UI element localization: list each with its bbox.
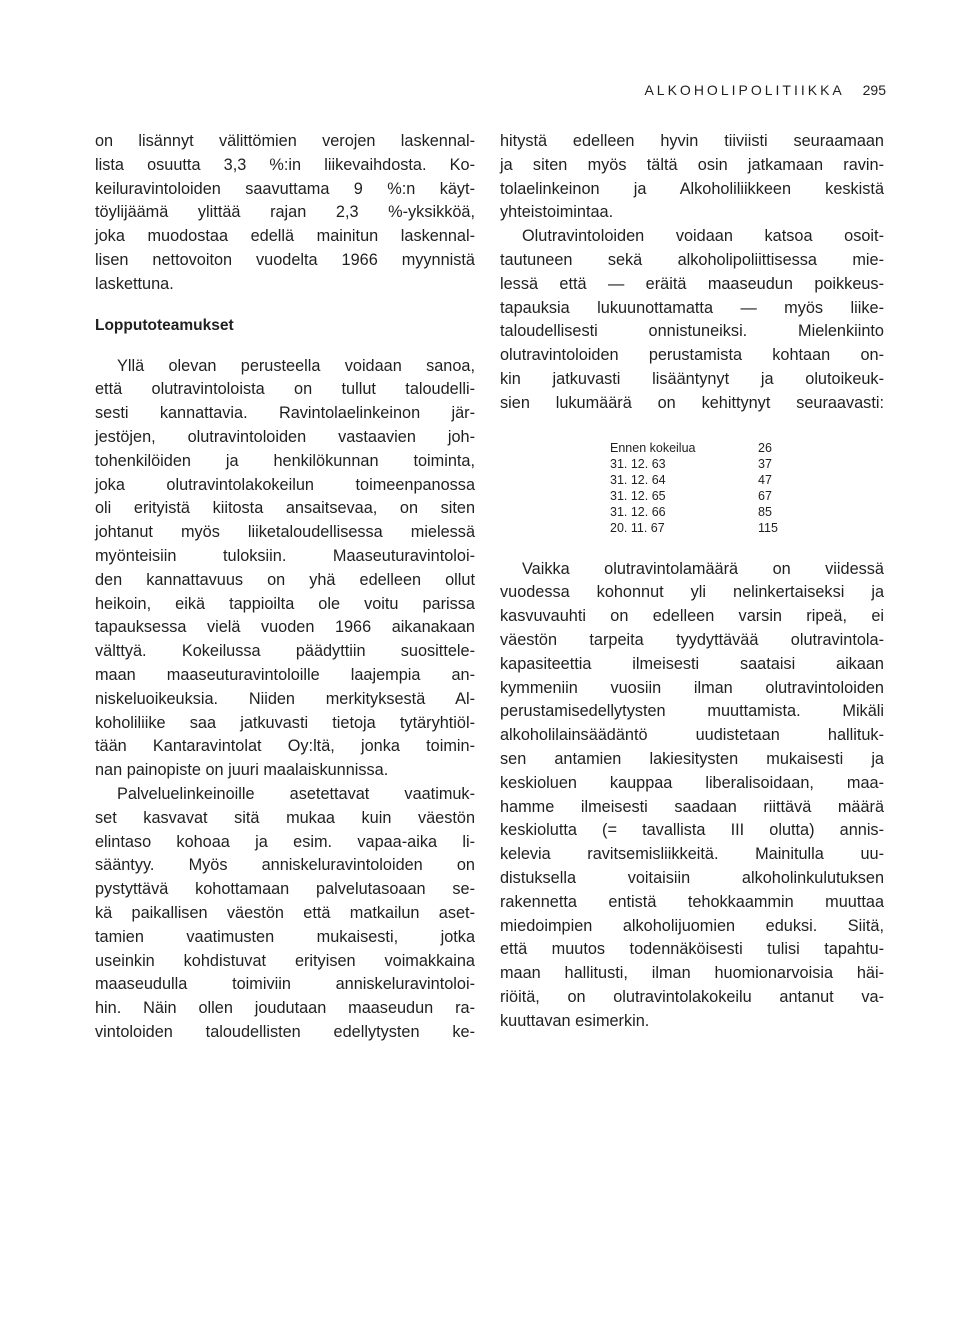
text-line: koholiliike saa jatkuvasti tietoja tytäryhtiöl- bbox=[95, 713, 475, 732]
table-cell-value: 67 bbox=[758, 488, 772, 503]
text-line: maan hallitusti, ilman huomionarvoisia häi- bbox=[500, 964, 884, 983]
text-line: joka muodostaa edellä mainitun laskennal- bbox=[95, 227, 475, 246]
closing-paragraph bbox=[500, 558, 884, 1034]
text-line: distuksella voitaisiin alkoholinkulutuksen bbox=[500, 868, 884, 887]
text-line: kä paikallisen väestön että matkailun aset- bbox=[95, 903, 475, 922]
text-line: tamien vaatimusten mukaisesti, jotka bbox=[95, 927, 475, 946]
text-line: on lisännyt välittömien verojen laskennal- bbox=[95, 132, 475, 150]
text-line: sen antamien lakiesitysten mukaisesti ja bbox=[500, 749, 884, 768]
table-cell-value: 85 bbox=[758, 504, 772, 519]
text-line: tapauksessa vielä vuoden 1966 aikanakaan bbox=[95, 618, 475, 637]
text-line: joka olutravintolakokeilun toimeenpanossa bbox=[95, 475, 475, 494]
text-line: useinkin kohdistuvat erityisen voimakkaina bbox=[95, 951, 475, 970]
text-line: set kasvavat sitä mukaa kuin väestön bbox=[95, 808, 475, 827]
text-line: keskiolutta (= tavallista III olutta) annis- bbox=[500, 821, 884, 840]
text-line: välttyä. Kokeilussa päädyttiin suosittele- bbox=[95, 642, 475, 661]
text-line: nan painopiste on juuri maalaiskunnissa. bbox=[95, 761, 389, 780]
text-line: perustamisedellytysten muuttamista. Mikäli bbox=[500, 702, 884, 721]
left-column bbox=[95, 130, 475, 1045]
text-line: töylijäämä ylittää rajan 2,3 %-yksikköä, bbox=[95, 203, 475, 222]
text-line: elintaso kohoaa ja esim. vapaa-aika li- bbox=[95, 832, 475, 851]
table-row bbox=[610, 504, 798, 520]
table-row bbox=[610, 456, 798, 472]
text-line: yhteistoimintaa. bbox=[500, 203, 614, 222]
text-line: että olutravintoloista on tullut taloudelli- bbox=[95, 380, 475, 399]
text-line: alkoholilainsäädäntö uudistetaan hallituk- bbox=[500, 726, 884, 745]
text-line: heikoin, eikä tappioilta ole voitu parissa bbox=[95, 594, 475, 613]
text-line: johtanut myös liiketaloudellisessa mielessä bbox=[95, 523, 475, 542]
text-line: kuuttavan esimerkin. bbox=[500, 1011, 650, 1030]
text-line: kelevia ravitsemisliikkeitä. Mainitulla uu- bbox=[500, 845, 884, 864]
text-line: hin. Näin ollen joudutaan maaseudun ra- bbox=[95, 999, 475, 1018]
text-line: lessä että — eräitä maaseudun poikkeus- bbox=[500, 274, 884, 293]
table-row bbox=[610, 440, 798, 456]
section-heading: Lopputoteamukset bbox=[95, 316, 234, 334]
right-column bbox=[500, 130, 884, 1034]
text-line: maan maaseuturavintoloille laajempia an- bbox=[95, 665, 475, 684]
text-line: hamme ilmeisesti saadaan riittävä määrä bbox=[500, 797, 884, 816]
text-line: niskeluoikeuksia. Niiden merkityksestä Al- bbox=[95, 689, 475, 708]
beer-license-table bbox=[610, 440, 798, 536]
table-cell-label: 31. 12. 64 bbox=[610, 472, 666, 487]
table-cell-value: 115 bbox=[758, 520, 778, 535]
text-line: lista osuutta 3,3 %:in liikevaihdosta. Ko- bbox=[95, 155, 475, 174]
table-cell-label: 31. 12. 65 bbox=[610, 488, 666, 503]
text-line: tautuneen sekä alkoholipoliittisessa mie- bbox=[500, 250, 884, 269]
continuation-paragraph bbox=[500, 130, 884, 416]
text-line: myönteisiin tuloksiin. Maaseuturavintoloi- bbox=[95, 546, 475, 565]
text-line: keskioluen kauppaa liberalisoidaan, maa- bbox=[500, 773, 884, 792]
table-cell-value: 47 bbox=[758, 472, 772, 487]
text-line: Olutravintoloiden voidaan katsoa osoit- bbox=[522, 227, 884, 246]
text-line: Yllä olevan perusteella voidaan sanoa, bbox=[117, 356, 475, 375]
text-line: riöitä, on olutravintolakokeilu antanut va- bbox=[500, 987, 884, 1006]
table-cell-label: 31. 12. 66 bbox=[610, 504, 666, 519]
page-number: 295 bbox=[862, 82, 886, 98]
text-line: väestön tarpeita tyydyttävää olutravintola- bbox=[500, 630, 884, 649]
text-line: keiluravintoloiden saavuttama 9 %:n käyt- bbox=[95, 179, 475, 198]
text-line: rakennetta entistä tehokkaammin muuttaa bbox=[500, 892, 884, 911]
text-line: tapauksia lukuunottamatta — myös liike- bbox=[500, 298, 884, 317]
text-line: kapasiteettia ilmeisesti saataisi aikaan bbox=[500, 654, 884, 673]
text-line: Palveluelinkeinoille asetettavat vaatimuk- bbox=[117, 784, 475, 803]
text-line: jestöjen, olutravintoloiden vastaavien joh- bbox=[95, 427, 475, 446]
text-line: vuodessa kohonnut yli nelinkertaiseksi ja bbox=[500, 583, 884, 602]
text-line: ja siten myös tältä osin jatkamaan ravin- bbox=[500, 155, 884, 174]
table-cell-value: 26 bbox=[758, 440, 772, 455]
conclusions-body bbox=[95, 355, 475, 1045]
running-header bbox=[560, 81, 886, 99]
text-line: sääntyy. Myös anniskeluravintoloiden on bbox=[95, 856, 475, 875]
text-line: oli erityistä kiitosta ansaitsevaa, on siten bbox=[95, 499, 475, 518]
text-line: Vaikka olutravintolamäärä on viidessä bbox=[522, 559, 884, 578]
text-line: pystyttävä kohottamaan palvelutasoaan se- bbox=[95, 880, 475, 899]
text-line: olutravintoloiden perustamista kohtaan on- bbox=[500, 346, 884, 365]
table-cell-label: 20. 11. 67 bbox=[610, 520, 665, 535]
text-line: taloudellisesti onnistuneiksi. Mielenkiinto bbox=[500, 322, 884, 341]
text-line: tohenkilöiden ja henkilökunnan toiminta, bbox=[95, 451, 475, 470]
table-row bbox=[610, 472, 798, 488]
text-line: tolaelinkeinon ja Alkoholiliikkeen keskistä bbox=[500, 179, 884, 198]
text-line: tään Kantaravintolat Oy:ltä, jonka toimin- bbox=[95, 737, 475, 756]
table-cell-label: 31. 12. 63 bbox=[610, 456, 666, 471]
text-line: kasvuvauhti on edelleen varsin ripeä, ei bbox=[500, 607, 884, 626]
text-line: sesti kannattavia. Ravintolaelinkeinon jär- bbox=[95, 404, 475, 423]
text-line: lisen nettovoiton vuodelta 1966 myynnistä bbox=[95, 250, 475, 269]
text-line: vintoloiden taloudellisten edellytysten ke- bbox=[95, 1022, 475, 1041]
intro-paragraph bbox=[95, 130, 475, 297]
text-line: den kannattavuus on yhä edelleen ollut bbox=[95, 570, 475, 589]
table-cell-label: Ennen kokeilua bbox=[610, 440, 696, 455]
running-title: ALKOHOLIPOLITIIKKA bbox=[644, 82, 845, 98]
text-line: kin jatkuvasti lisääntynyt ja olutoikeuk- bbox=[500, 369, 884, 388]
text-line: maaseudulla toimiviin anniskeluravintoloi- bbox=[95, 975, 475, 994]
text-line: miedoimpien alkoholijuomien eduksi. Siitä, bbox=[500, 916, 884, 935]
table-cell-value: 37 bbox=[758, 456, 772, 471]
text-line: että muutos todennäköisesti tulisi tapahtu- bbox=[500, 940, 884, 959]
text-line: hitystä edelleen hyvin tiiviisti seuraamaan bbox=[500, 132, 884, 150]
text-line: laskettuna. bbox=[95, 274, 174, 293]
table-row bbox=[610, 488, 798, 504]
text-line: kymmeniin vuosiin ilman olutravintoloiden bbox=[500, 678, 884, 697]
table-row bbox=[610, 520, 798, 536]
text-line: sien lukumäärä on kehittynyt seuraavasti: bbox=[500, 393, 884, 412]
